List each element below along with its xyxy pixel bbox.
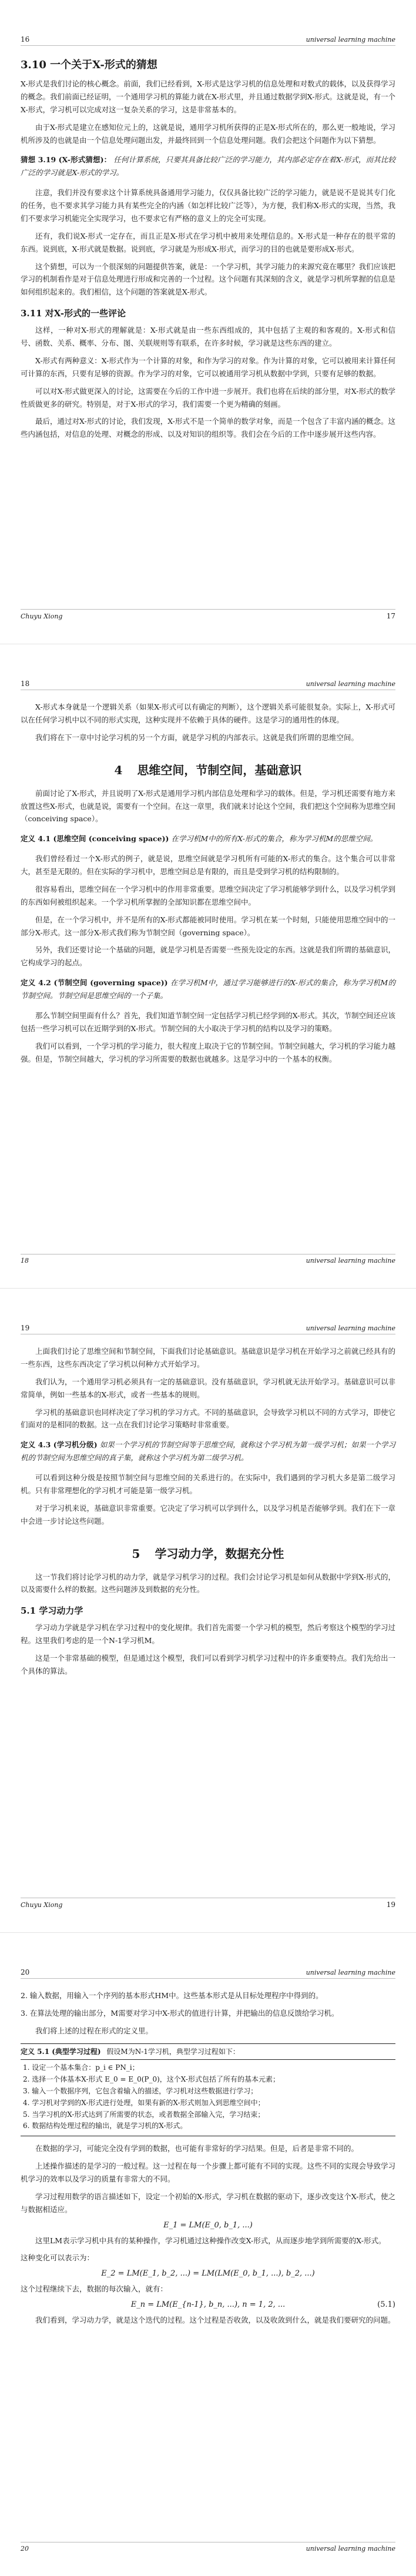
- algorithm-step: 1. 设定一个基本集合：p_i ∈ PN_i；: [23, 2063, 139, 2072]
- page-footer: [21, 609, 395, 620]
- footer-page-number: 20: [21, 2545, 29, 2552]
- paragraph: 另外，我们还要讨论一个基础的问题，就是学习机是否需要一些预先设定的东西。这就是我们所谓的基础意识，它构成学习的起点。: [21, 945, 395, 968]
- conjecture-3-19: [21, 153, 395, 179]
- definition-label: 定义 4.3 (学习机分级): [21, 1440, 98, 1450]
- running-title: universal learning machine: [306, 1969, 395, 1976]
- running-header: [21, 1933, 395, 1979]
- algorithm-title: [21, 2046, 395, 2060]
- section-number: 5: [132, 1546, 140, 1561]
- page-number: 18: [21, 680, 30, 688]
- paragraph: 上述操作描述的是学习的一般过程。这一过程在每一个步骤上都可能有不同的实现。这些不同的实现会导致学习机学习的效率以及学习的质量有非常大的不同。: [21, 2162, 395, 2183]
- definition-4-3: [21, 1438, 395, 1464]
- definition-4-1: [21, 832, 395, 845]
- algorithm-step: 6. 数据结构处理过程的输出，就是学习机的X-形式。: [23, 2122, 187, 2130]
- equation: [21, 2269, 395, 2278]
- section-5-title: [21, 1544, 395, 1561]
- definition-body: 如果一个学习机的节制空间等于思维空间，就称这个学习机为第一级学习机；如果一个学习机的节制空间为思维空间的真子集，就称这个学习机为第二级学习机。: [21, 1440, 395, 1463]
- paragraph: 但是，在一个学习机中，并不是所有的X-形式都能被同时使用。学习机在某一个时刻，只能使用思维空间中的一部分X-形式。这一部分X-形式我们称为节制空间（governing space）。: [21, 915, 395, 937]
- page-19: [0, 1289, 416, 1932]
- definition-body: 在学习机M中的所有X-形式的集合，称为学习机M的思维空间。: [171, 834, 378, 844]
- equation-5-1: [21, 2300, 395, 2309]
- paragraph: 学习动力学就是学习机在学习过程中的变化规律。我们首先需要一个学习机的模型，然后考察这个模型的学习过程。这里我们考虑的是一个N-1学习机M。: [21, 1623, 395, 1645]
- algorithm-label: 定义 5.1 (典型学习过程): [21, 2047, 101, 2056]
- paragraph: 上面我们讨论了思维空间和节制空间，下面我们讨论基础意识。基础意识是学习机在开始学习之前就已经具有的一些东西，这些东西决定了学习机以何种方式开始学习。: [21, 1347, 395, 1369]
- algorithm-step: 5. 当学习机的X-形式达到了所需要的状态，或者数据全部输入完，学习结束；: [23, 2110, 265, 2119]
- paragraph: 这种变化可以表示为：: [21, 2253, 95, 2263]
- paragraph: 学习过程用数学的语言描述如下，设定一个初始的X-形式，学习机在数据的驱动下，逐步改变这个X-形式，使之与数据相适应。: [21, 2192, 395, 2214]
- running-header: [21, 1289, 395, 1334]
- paragraph: 我们曾经看过一个X-形式的例子，就是说，思维空间就是学习机所有可能的X-形式的集合。这个集合可以非常大，甚至是无限的。但在实际的学习机中，思维空间总是有限的，而且是受到学习机的结构限制的。: [21, 854, 395, 876]
- algorithm-caption: 假设M为N-1学习机，典型学习过程如下：: [106, 2047, 240, 2056]
- running-title: universal learning machine: [306, 680, 395, 688]
- footer-author: Chuyu Xiong: [21, 1901, 63, 1909]
- running-header: [21, 0, 395, 46]
- footer-page-number: 17: [386, 612, 395, 620]
- section-4-title: [21, 761, 395, 778]
- running-header: [21, 644, 395, 690]
- paragraph: 前面讨论了X-形式，并且说明了X-形式是通用学习机内部信息处理和学习的载体。但是，学习机还需要有地方来放置这些X-形式，也就是说，需要有一个空间。在这一章里，我们就来讨论这个空间，我们把这个空间称为思维空间（conceiving space）。: [21, 788, 395, 824]
- page-number: 20: [21, 1968, 30, 1976]
- running-title: universal learning machine: [306, 1324, 395, 1332]
- paragraph: 由于X-形式是建立在感知位元上的，这就是说，通用学习机所获得的正是X-形式所在的，那么更一般地说，学习机所涉及的也就是由一个信息处理问题出发，并最终回到一个信息处理问题。我们会把这个问题作为以下猜想。: [21, 122, 395, 145]
- footer-page-number: 18: [21, 1257, 29, 1264]
- page-footer: [21, 1254, 395, 1264]
- section-3-10-title: 3.10 一个关于X-形式的猜想: [21, 59, 157, 71]
- page-number: 16: [21, 35, 30, 44]
- paragraph: 这是一个非常基础的模型，但是通过这个模型，我们可以看到学习机学习过程中的许多重要特点。我们先给出一个具体的算法。: [21, 1654, 395, 1675]
- paragraph: 最后，通过对X-形式的讨论，我们发现，X-形式不是一个简单的数学对象，而是一个包含了丰富内涵的概念。这些内涵包括，对信息的处理、对概念的形成、以及对知识的组织等。我们会在今后的工作中逐步展开这些内容。: [21, 417, 395, 439]
- page-footer: [21, 1898, 395, 1909]
- algorithm-box: [21, 2043, 395, 2137]
- paragraph: 还有，我们说X-形式一定存在，而且正是X-形式在学习机中被用来处理信息的。X-形式是一种存在的很平常的东西。说到底，X-形式就是数据。说到底，学习就是为形成X-形式，而学习的目的也就是要形成X-形式。: [21, 231, 395, 253]
- paragraph: 注意，我们并没有要求这个计算系统具备通用学习能力，仅仅具备比较广泛的学习能力，就是说不是说其专门化的任务，也不要求其学习能力具有某些完全的内涵（如怎样比较广泛等），为方便，我们称X-形式的实现，当然，我们不要求学习机能完全实现学习，也不要求它有严格的意义上的完全可实现。: [21, 188, 395, 223]
- footer-author: Chuyu Xiong: [21, 613, 63, 620]
- definition-4-2: [21, 976, 395, 1002]
- paragraph: 这里LM表示学习机中具有的某种操作，学习机通过这种操作改变X-形式，从而逐步地学到所需要的X-形式。: [35, 2236, 386, 2245]
- paragraph: 在数据的学习，可能完全没有学到的数据，也可能有非常好的学习结果。但是，后者是非常不同的。: [35, 2144, 359, 2153]
- paragraph: 对于学习机来说，基础意识非常重要。它决定了学习机可以学到什么，以及学习机是否能够学到。我们在下一章中会进一步讨论这些问题。: [21, 1503, 395, 1525]
- paragraph: X-形式是我们讨论的核心概念。前面，我们已经看到，X-形式是这学习机的信息处理和对数式的载体，以及获得学习的概念。我们前面已经证明，一个通用学习机的算能力就在X-形式里，并且通过数据学到X-形式。这就是说，有一个X-形式，学习机可以完成对这一复杂关系的学习，这是非常基本的。: [21, 79, 395, 114]
- paragraph: 学习机的基础意识也同样决定了学习机的学习方式。不同的基础意识，会导致学习机以不同的方式学习，即使它们面对的是相同的数据。这一点在我们讨论学习策略时非常重要。: [21, 1407, 395, 1430]
- section-title-text: 思维空间，节制空间，基础意识: [137, 762, 302, 777]
- page-number: 19: [21, 1324, 30, 1332]
- paragraph: 我们将在下一章中讨论学习机的另一个方面，就是学习机的内部表示。这就是我们所谓的思维空间。: [35, 732, 359, 742]
- footer-running-title: universal learning machine: [306, 2545, 395, 2552]
- paragraph: 我们认为，一个通用学习机必须具有一定的基础意识。没有基础意识，学习机就无法开始学习。基础意识可以非常简单，例如一些基本的X-形式，或者一些基本的规则。: [21, 1377, 395, 1399]
- paragraph: 这个过程继续下去，数据的每次输入，就有：: [21, 2284, 168, 2294]
- page-footer: [21, 2542, 395, 2552]
- page-16: [0, 0, 416, 644]
- equation-body: E_n = LM(E_{n-1}, b_n, ...), n = 1, 2, ...: [130, 2300, 286, 2310]
- section-title-text: 学习动力学，数据充分性: [155, 1546, 284, 1561]
- running-title: universal learning machine: [306, 36, 395, 44]
- section-5-1-title: 5.1 学习动力学: [21, 1605, 83, 1617]
- paragraph: 这样，一种对X-形式的理解就是：X-形式就是由一些东西组成的，其中包括了主观的和客观的。X-形式和信号、函数、关系、概率、分布、图、关联规则等有联系，在许多时候，学习就是这些东西的建立。: [21, 326, 395, 347]
- paragraph: X-形式本身就是一个逻辑关系（如果X-形式可以有确定的判断），这个逻辑关系可能很复杂。实际上，X-形式可以在任何学习机中以不同的形式实现，这种实现并不依赖于具体的硬件。这是学习的通用性的体现。: [21, 702, 395, 724]
- definition-label: 定义 4.2 (节制空间 (governing space)): [21, 978, 168, 988]
- algorithm-step: 3. 输入一个数据序列，它包含着输入的描述，学习机对这些数据进行学习；: [23, 2087, 258, 2096]
- paragraph: 2. 输入数据，用输入一个序列的基本形式HM中。这些基本形式是从目标处理程序中得到的。: [21, 1991, 323, 2000]
- page-18: [0, 644, 416, 1288]
- paragraph: 我们看到，学习动力学，就是这个迭代的过程。这个过程是否收敛，以及收敛到什么，就是我们要研究的问题。: [35, 2316, 395, 2325]
- section-3-11-title: 3.11 对X-形式的一些评论: [21, 308, 126, 319]
- equation-body: E_1 = LM(E_0, b_1, ...): [163, 2220, 253, 2230]
- paragraph: X-形式有两种意义：X-形式作为一个计算的对象，和作为学习的对象。作为计算的对象，它可以被用来计算任何可计算的东西，只要有足够的资源。作为学习的对象，它可以被通用学习机从数据中学到，只要有足够的数据。: [21, 356, 395, 378]
- definition-body: 在学习机M中，通过学习能够进行的X-形式的集合，称为学习机M的节制空间。节制空间是思维空间的一个子集。: [21, 978, 395, 1000]
- footer-page-number: 19: [386, 1901, 395, 1909]
- conjecture-body: 任何计算系统，只要其具备比较广泛的学习能力，其内部必定存在着X-形式，而其比较广泛的学习就是X-形式的学习。: [21, 155, 395, 178]
- paragraph: 这个猜想，可以为一个很深刻的问题提供答案，就是：一个学习机，其学习能力的来源究竟在哪里？我们应该把学习的机制看作是对于信息处理进行形成和完善的一个过程。这个问题有其深刻的含义，就是学习机所掌握的信息是如何组织起来的。我们相信，这个问题的答案就是X-形式。: [21, 262, 395, 297]
- paragraph: 我们可以看到，一个学习机的学习能力，很大程度上取决于它的节制空间。节制空间越大，学习机的学习能力越强。但是，节制空间越大，学习机的学习所需要的数据也就越多。这是学习中的一个基本的权衡。: [21, 1041, 395, 1063]
- paragraph: 这一节我们将讨论学习机的动力学，就是学习机学习的过程。我们会讨论学习机是如何从数据中学到X-形式的，以及需要什么样的数据。这些问题涉及到数据的充分性。: [21, 1572, 395, 1594]
- page-20: [0, 1933, 416, 2576]
- paragraph: 我们将上述的过程在形式的定义里。: [35, 2026, 153, 2035]
- equation-body: E_2 = LM(E_1, b_2, ...) = LM(LM(E_0, b_1, ...), b_2, ...): [101, 2269, 315, 2279]
- paragraph: 3. 在算法处理的输出部分，M需要对学习中X-形式的值进行计算，并把输出的信息反馈给学习机。: [21, 2008, 339, 2018]
- equation-number: (5.1): [377, 2300, 395, 2310]
- equation: [21, 2221, 395, 2230]
- paragraph: 那么节制空间里面有什么？首先，我们知道节制空间一定包括学习机已经学到的X-形式。其次，节制空间还应该包括一些学习机可以在近期学到的X-形式。节制空间的大小取决于学习机的结构以及学习的策略。: [21, 1011, 395, 1033]
- definition-label: 定义 4.1 (思维空间 (conceiving space)): [21, 834, 169, 844]
- section-number: 4: [114, 762, 123, 777]
- paragraph: 可以看到这种分级是按照节制空间与思维空间的关系进行的。在实际中，我们遇到的学习机大多是第二级学习机。只有非常理想化的学习机才可能是第一级学习机。: [21, 1473, 395, 1495]
- algorithm-step: 4. 学习机对学到的X-形式进行处理，如果有新的X-形式则加入到思维空间中；: [23, 2098, 265, 2107]
- paragraph: 很容易看出，思维空间在一个学习机中的作用非常重要。思维空间决定了学习机能够学到什么，以及学习机学到的东西如何被组织起来。一个学习机所掌握的全部知识都在思维空间中。: [21, 884, 395, 906]
- conjecture-label: 猜想 3.19 (X-形式猜想)：: [21, 155, 112, 165]
- algorithm-step: 2. 选择一个体基本X-形式 E_0 = E_0(P_0)，这个X-形式包括了所有的基本元素；: [23, 2075, 280, 2084]
- footer-running-title: universal learning machine: [306, 1257, 395, 1264]
- paragraph: 可以对X-形式做更深入的讨论，这需要在今后的工作中进一步展开。我们也将在后续的部分里，对X-形式的数学性质做更多的研究。特别是，对于X-形式的学习，我们需要一个更为精确的刻画。: [21, 386, 395, 409]
